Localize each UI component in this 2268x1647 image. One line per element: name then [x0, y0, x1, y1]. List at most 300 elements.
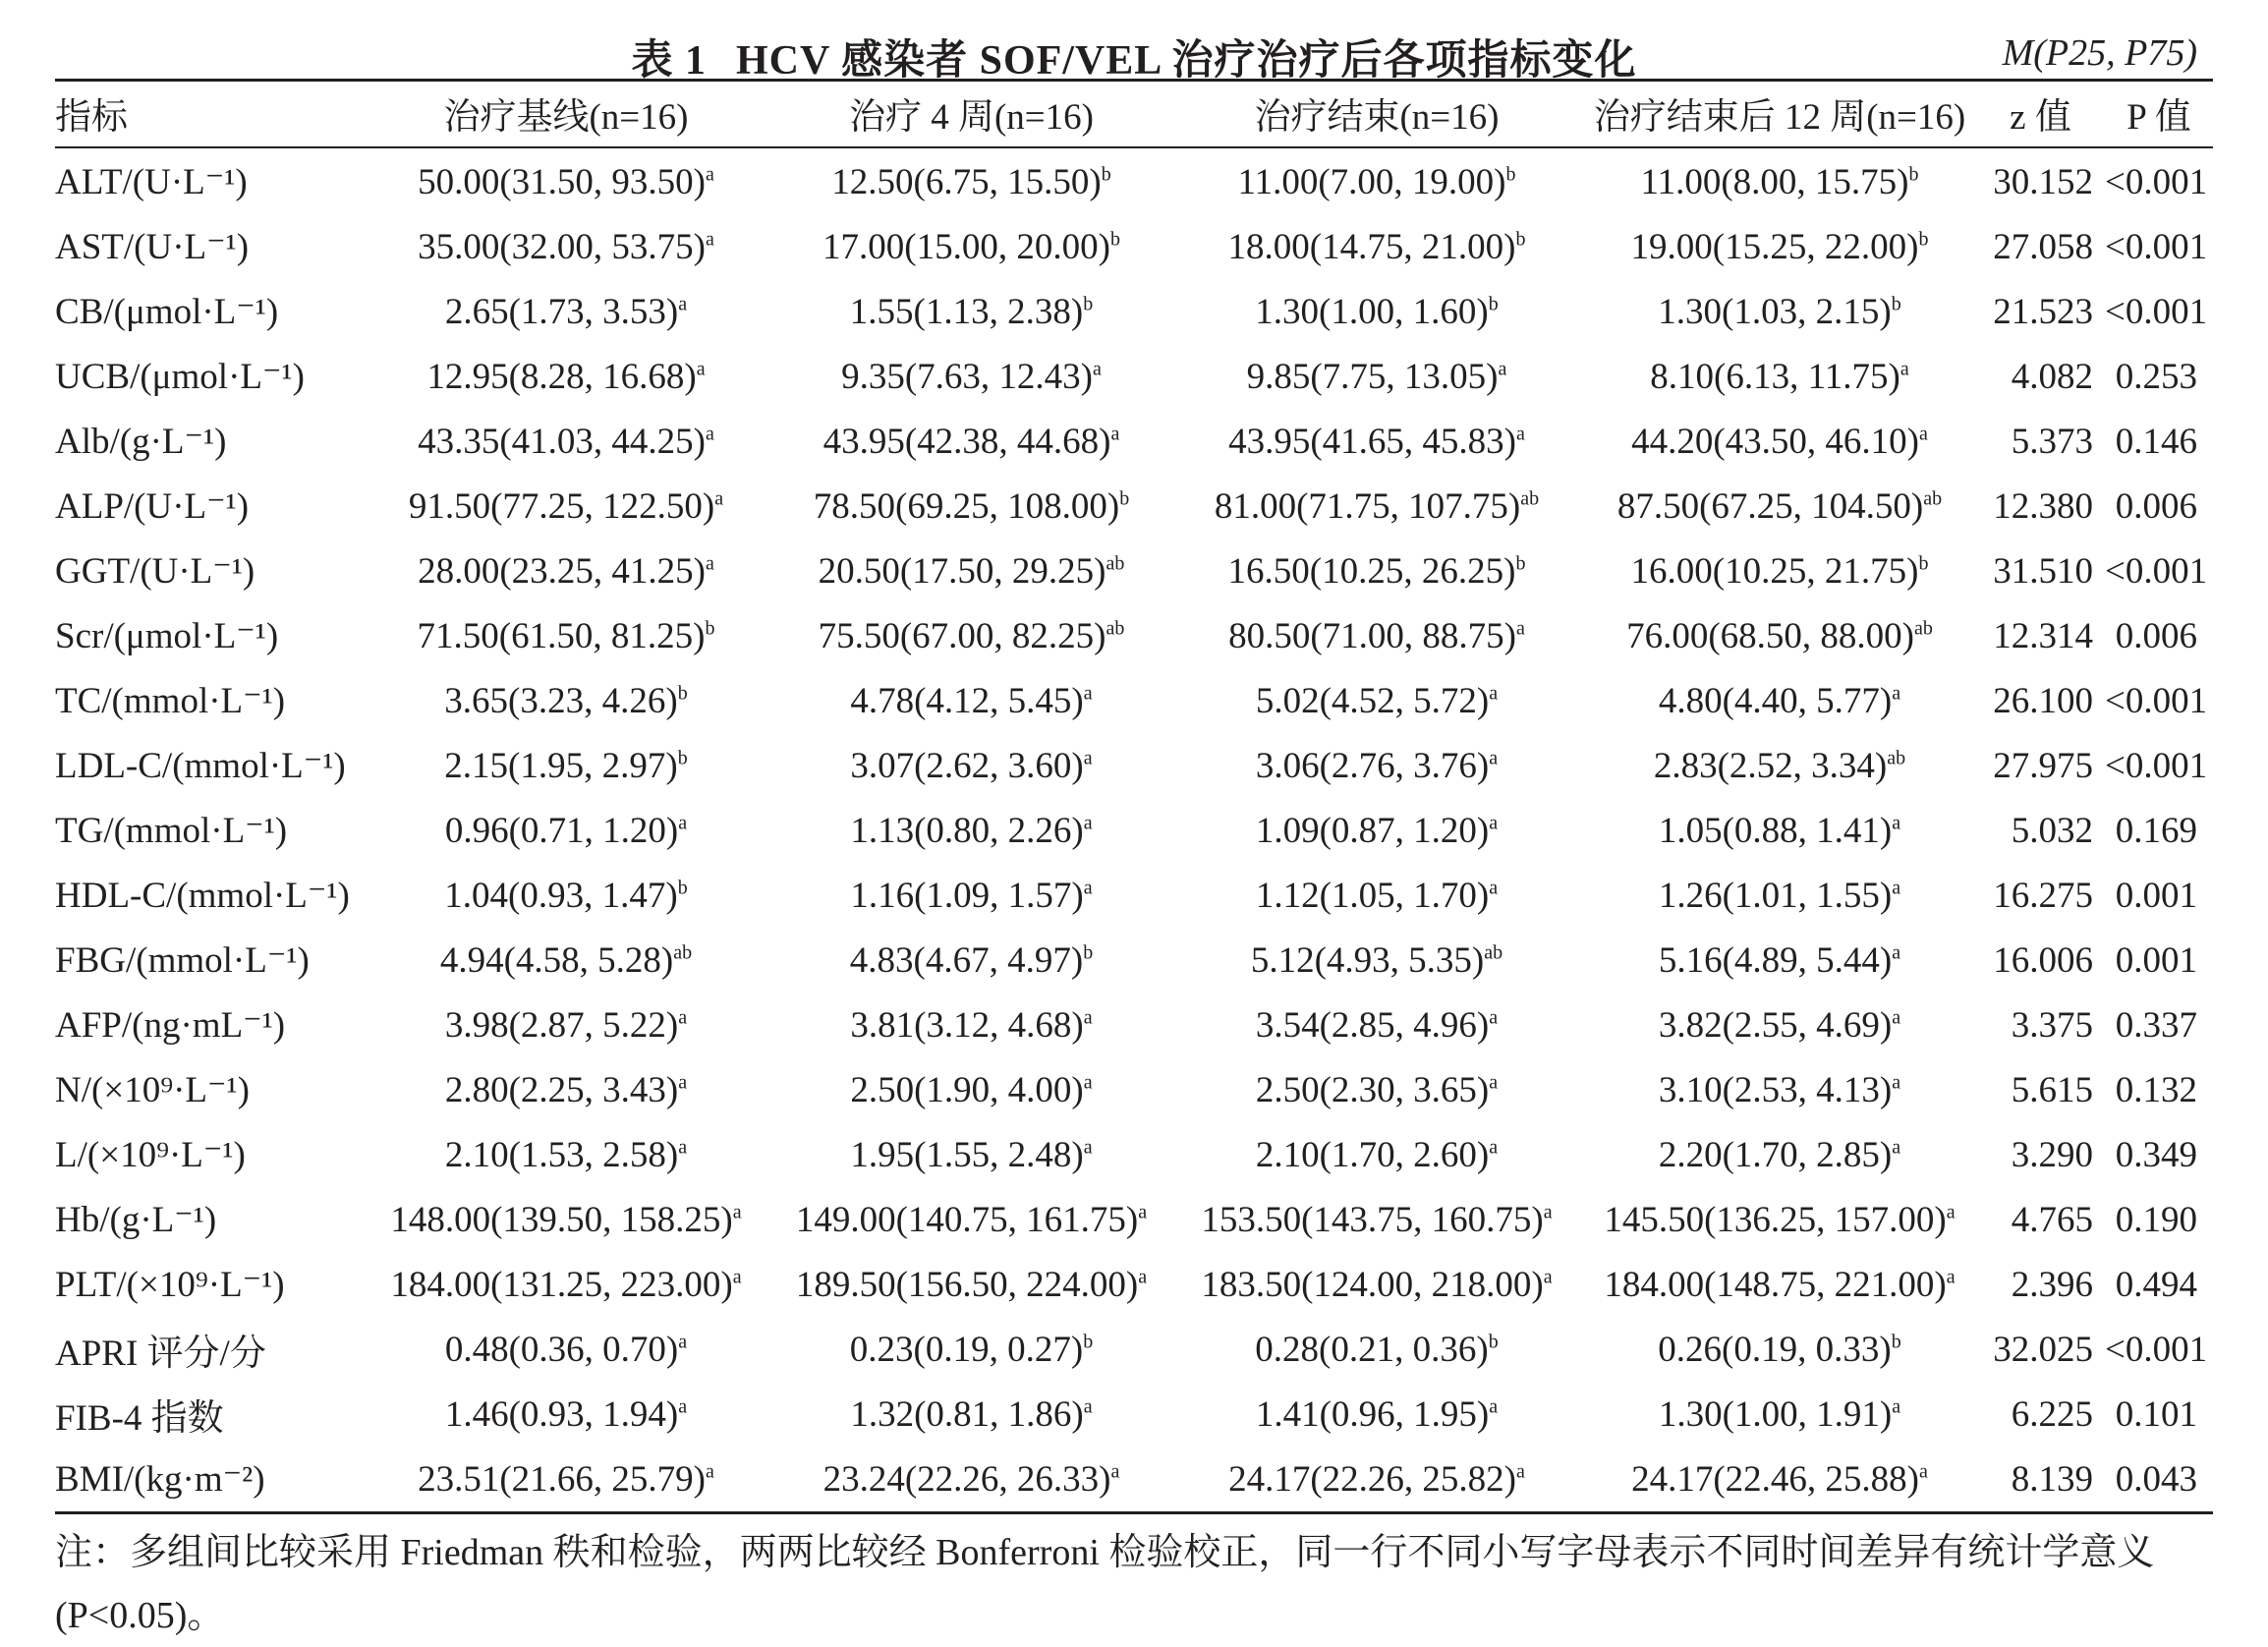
significance-letter: ab	[673, 941, 693, 964]
significance-letter: a	[1899, 358, 1909, 380]
significance-letter: a	[706, 163, 714, 186]
significance-letter: a	[1083, 747, 1093, 769]
cell-indicator	[55, 928, 360, 993]
cell-indicator	[55, 1447, 360, 1511]
cell-p-value	[2105, 279, 2213, 344]
significance-letter: a	[1946, 1201, 1956, 1223]
cell-week4-text: 2.50(1.90, 4.00)	[850, 1069, 1084, 1110]
cell-baseline-text: 148.00(139.50, 158.25)	[390, 1199, 733, 1240]
significance-letter: b	[1083, 293, 1094, 315]
header-p: P 值	[2126, 97, 2191, 138]
cell-baseline	[360, 1057, 772, 1122]
significance-letter: a	[706, 228, 714, 251]
cell-post12-text: 2.20(1.70, 2.85)	[1658, 1134, 1893, 1175]
cell-baseline	[360, 928, 772, 993]
table-row	[55, 603, 2213, 668]
cell-week4	[772, 1252, 1170, 1317]
cell-post12	[1583, 603, 1976, 668]
table-top-rule	[55, 79, 2213, 82]
cell-z-value-text: 5.615	[2011, 1069, 2093, 1110]
significance-letter: a	[678, 812, 688, 834]
significance-letter: ab	[1484, 941, 1503, 964]
cell-z-value	[1976, 1382, 2105, 1447]
significance-letter: a	[1489, 1395, 1499, 1418]
table-row	[55, 1122, 2213, 1187]
cell-end	[1170, 1447, 1583, 1511]
cell-end	[1170, 143, 1583, 214]
significance-letter: b	[1515, 228, 1526, 251]
cell-p-value-text: 0.337	[2115, 1004, 2197, 1046]
cell-end	[1170, 733, 1583, 798]
significance-letter: a	[714, 487, 724, 510]
cell-p-value	[2105, 214, 2213, 279]
cell-baseline-text: 2.15(1.95, 2.97)	[444, 745, 678, 786]
cell-p-value	[2105, 1382, 2213, 1447]
significance-letter: b	[1119, 487, 1130, 510]
cell-p-value-text: 0.006	[2115, 485, 2197, 527]
cell-indicator	[55, 409, 360, 474]
cell-baseline-text: 43.35(41.03, 44.25)	[418, 421, 706, 462]
table-row	[55, 539, 2213, 603]
header-z: z 值	[2010, 97, 2071, 138]
cell-post12-text: 8.10(6.13, 11.75)	[1650, 356, 1900, 397]
cell-z-value	[1976, 1187, 2105, 1252]
cell-p-value	[2105, 733, 2213, 798]
cell-p-value	[2105, 1057, 2213, 1122]
cell-end-text: 18.00(14.75, 21.00)	[1227, 226, 1516, 267]
cell-baseline	[360, 279, 772, 344]
cell-z-value-text: 8.139	[2011, 1458, 2093, 1500]
cell-post12	[1583, 733, 1976, 798]
cell-indicator	[55, 863, 360, 928]
significance-letter: a	[1138, 1201, 1148, 1223]
statistic-format-text: M(P25, P75)	[2002, 32, 2197, 74]
cell-z-value	[1976, 1057, 2105, 1122]
significance-letter: a	[732, 1266, 742, 1288]
cell-post12	[1583, 928, 1976, 993]
cell-baseline	[360, 863, 772, 928]
header-row	[55, 83, 2213, 143]
cell-indicator-text: LDL-C/(mmol·L⁻¹)	[55, 746, 346, 786]
cell-p-value	[2105, 344, 2213, 409]
cell-baseline	[360, 1382, 772, 1447]
cell-week4	[772, 474, 1170, 539]
significance-letter: a	[678, 1071, 688, 1094]
cell-indicator-text: HDL-C/(mmol·L⁻¹)	[55, 876, 350, 916]
significance-letter: a	[678, 293, 688, 315]
cell-p-value-text: 0.001	[2115, 875, 2197, 916]
cell-p-value	[2105, 1187, 2213, 1252]
cell-baseline-text: 184.00(131.25, 223.00)	[390, 1264, 733, 1305]
cell-post12	[1583, 993, 1976, 1057]
cell-week4-text: 23.24(22.26, 26.33)	[822, 1458, 1111, 1500]
cell-post12-text: 87.50(67.25, 104.50)	[1616, 485, 1924, 527]
significance-letter: a	[1489, 682, 1499, 705]
cell-week4-text: 12.50(6.75, 15.50)	[831, 161, 1102, 202]
cell-indicator-text: FIB-4 指数	[55, 1398, 224, 1439]
cell-week4	[772, 143, 1170, 214]
cell-end	[1170, 214, 1583, 279]
cell-z-value-text: 4.082	[2011, 356, 2093, 397]
cell-indicator-text: Scr/(μmol·L⁻¹)	[55, 616, 279, 656]
table-row	[55, 279, 2213, 344]
significance-letter: a	[706, 552, 714, 575]
significance-letter: a	[1946, 1266, 1956, 1288]
cell-indicator	[55, 279, 360, 344]
cell-week4	[772, 409, 1170, 474]
cell-post12	[1583, 214, 1976, 279]
cell-post12	[1583, 1317, 1976, 1382]
cell-end	[1170, 993, 1583, 1057]
cell-indicator	[55, 1317, 360, 1382]
cell-indicator	[55, 993, 360, 1057]
cell-p-value-text: <0.001	[2105, 745, 2208, 786]
cell-z-value	[1976, 1447, 2105, 1511]
cell-post12-text: 3.82(2.55, 4.69)	[1658, 1004, 1893, 1046]
table-row	[55, 863, 2213, 928]
cell-z-value-text: 30.152	[1993, 161, 2093, 202]
cell-week4	[772, 1122, 1170, 1187]
cell-p-value-text: 0.006	[2115, 615, 2197, 656]
cell-indicator	[55, 1382, 360, 1447]
significance-letter: a	[1083, 1071, 1093, 1094]
cell-week4	[772, 1057, 1170, 1122]
cell-indicator-text: AST/(U·L⁻¹)	[55, 227, 250, 267]
cell-end-text: 11.00(7.00, 19.00)	[1237, 161, 1506, 202]
cell-indicator-text: GGT/(U·L⁻¹)	[55, 551, 255, 592]
significance-letter: b	[1109, 228, 1120, 251]
cell-baseline-text: 1.04(0.93, 1.47)	[444, 875, 678, 916]
cell-baseline	[360, 474, 772, 539]
cell-indicator	[55, 1122, 360, 1187]
cell-p-value-text: <0.001	[2105, 680, 2208, 721]
cell-p-value-text: <0.001	[2105, 550, 2208, 592]
cell-z-value	[1976, 603, 2105, 668]
cell-week4-text: 17.00(15.00, 20.00)	[822, 226, 1110, 267]
cell-baseline-text: 1.46(0.93, 1.94)	[444, 1393, 679, 1435]
significance-letter: a	[1138, 1266, 1148, 1288]
data-table	[55, 83, 2213, 1511]
cell-baseline-text: 71.50(61.50, 81.25)	[417, 615, 706, 656]
cell-z-value-text: 16.006	[1993, 939, 2093, 981]
cell-end	[1170, 1252, 1583, 1317]
table-row	[55, 798, 2213, 863]
cell-end-text: 1.41(0.96, 1.95)	[1255, 1393, 1490, 1435]
significance-letter: a	[1489, 812, 1499, 834]
cell-end-text: 0.28(0.21, 0.36)	[1255, 1329, 1489, 1370]
cell-p-value-text: 0.253	[2115, 356, 2197, 397]
significance-letter: a	[1919, 423, 1928, 445]
cell-z-value	[1976, 993, 2105, 1057]
cell-z-value	[1976, 668, 2105, 733]
cell-z-value-text: 5.032	[2011, 810, 2093, 851]
cell-baseline	[360, 603, 772, 668]
cell-post12	[1583, 474, 1976, 539]
significance-letter: a	[678, 1136, 688, 1159]
significance-letter: a	[706, 423, 714, 445]
cell-indicator	[55, 1187, 360, 1252]
cell-post12	[1583, 1447, 1976, 1511]
significance-letter: b	[705, 617, 715, 640]
significance-letter: a	[1892, 877, 1901, 899]
significance-letter: a	[1892, 1006, 1901, 1029]
table-row	[55, 409, 2213, 474]
cell-indicator-text: AFP/(ng·mL⁻¹)	[55, 1005, 286, 1046]
significance-letter: a	[1892, 941, 1901, 964]
table-row	[55, 928, 2213, 993]
cell-end-text: 5.12(4.93, 5.35)	[1250, 939, 1485, 981]
table-bottom-rule	[55, 1511, 2213, 1514]
significance-letter: a	[1083, 1395, 1093, 1418]
cell-z-value-text: 32.025	[1993, 1329, 2093, 1370]
significance-letter: a	[678, 1331, 688, 1353]
cell-indicator-text: Hb/(g·L⁻¹)	[55, 1200, 217, 1240]
cell-p-value-text: 0.169	[2115, 810, 2197, 851]
cell-baseline-text: 12.95(8.28, 16.68)	[426, 356, 697, 397]
cell-baseline	[360, 539, 772, 603]
cell-z-value	[1976, 798, 2105, 863]
significance-letter: b	[1505, 163, 1516, 186]
cell-z-value	[1976, 143, 2105, 214]
cell-indicator-text: TG/(mmol·L⁻¹)	[55, 811, 288, 851]
cell-post12-text: 19.00(15.25, 22.00)	[1630, 226, 1919, 267]
cell-end	[1170, 474, 1583, 539]
table-row	[55, 993, 2213, 1057]
cell-p-value	[2105, 409, 2213, 474]
table-row	[55, 1252, 2213, 1317]
cell-z-value	[1976, 344, 2105, 409]
table-row	[55, 733, 2213, 798]
cell-z-value-text: 12.380	[1993, 485, 2093, 527]
cell-indicator-text: PLT/(×10⁹·L⁻¹)	[55, 1265, 285, 1305]
significance-letter: a	[1083, 682, 1093, 705]
cell-baseline-text: 0.48(0.36, 0.70)	[444, 1329, 679, 1370]
significance-letter: b	[1918, 228, 1929, 251]
table-row	[55, 1447, 2213, 1511]
cell-post12-text: 3.10(2.53, 4.13)	[1658, 1069, 1893, 1110]
cell-z-value-text: 6.225	[2011, 1393, 2093, 1435]
cell-indicator	[55, 143, 360, 214]
cell-post12-text: 1.30(1.03, 2.15)	[1658, 291, 1892, 332]
cell-end-text: 153.50(143.75, 160.75)	[1201, 1199, 1544, 1240]
cell-post12-text: 24.17(22.46, 25.88)	[1631, 1458, 1919, 1500]
cell-post12-text: 44.20(43.50, 46.10)	[1631, 421, 1919, 462]
cell-p-value	[2105, 798, 2213, 863]
cell-z-value	[1976, 214, 2105, 279]
cell-end	[1170, 603, 1583, 668]
significance-letter: ab	[1923, 487, 1943, 510]
cell-indicator-text: TC/(mmol·L⁻¹)	[55, 681, 286, 721]
cell-z-value-text: 2.396	[2011, 1264, 2093, 1305]
cell-week4	[772, 603, 1170, 668]
cell-baseline	[360, 1122, 772, 1187]
cell-post12	[1583, 668, 1976, 733]
cell-week4	[772, 993, 1170, 1057]
table-row	[55, 1057, 2213, 1122]
cell-end-text: 5.02(4.52, 5.72)	[1255, 680, 1490, 721]
statistic-format-note	[2003, 31, 2197, 75]
cell-end-text: 43.95(41.65, 45.83)	[1228, 421, 1516, 462]
cell-z-value	[1976, 1122, 2105, 1187]
cell-week4-text: 78.50(69.25, 108.00)	[813, 485, 1120, 527]
cell-week4-text: 1.32(0.81, 1.86)	[850, 1393, 1084, 1435]
header-baseline: 治疗基线(n=16)	[443, 97, 689, 138]
cell-indicator-text: L/(×10⁹·L⁻¹)	[55, 1135, 246, 1175]
cell-end	[1170, 1382, 1583, 1447]
cell-baseline-text: 3.98(2.87, 5.22)	[444, 1004, 679, 1046]
significance-letter: a	[1489, 877, 1499, 899]
significance-letter: a	[732, 1201, 742, 1223]
cell-indicator	[55, 1252, 360, 1317]
significance-letter: a	[1489, 1006, 1499, 1029]
significance-letter: a	[1892, 1136, 1901, 1159]
cell-p-value	[2105, 474, 2213, 539]
cell-indicator-text: UCB/(μmol·L⁻¹)	[55, 357, 305, 397]
cell-baseline-text: 28.00(23.25, 41.25)	[418, 550, 706, 592]
cell-week4-text: 75.50(67.00, 82.25)	[818, 615, 1106, 656]
cell-indicator-text: N/(×10⁹·L⁻¹)	[55, 1070, 250, 1110]
table-row	[55, 668, 2213, 733]
cell-indicator-text: APRI 评分/分	[55, 1334, 266, 1374]
cell-end-text: 24.17(22.26, 25.82)	[1228, 1458, 1516, 1500]
cell-post12-text: 16.00(10.25, 21.75)	[1630, 550, 1919, 592]
cell-end-text: 1.30(1.00, 1.60)	[1255, 291, 1489, 332]
cell-z-value-text: 27.058	[1993, 226, 2093, 267]
cell-post12	[1583, 539, 1976, 603]
significance-letter: ab	[1887, 747, 1906, 769]
cell-post12-text: 1.26(1.01, 1.55)	[1658, 875, 1893, 916]
cell-z-value-text: 31.510	[1993, 550, 2093, 592]
cell-end	[1170, 1317, 1583, 1382]
table-body	[55, 143, 2213, 1511]
significance-letter: a	[1083, 1006, 1093, 1029]
cell-week4	[772, 214, 1170, 279]
cell-indicator-text: Alb/(g·L⁻¹)	[55, 422, 227, 462]
cell-week4	[772, 279, 1170, 344]
cell-z-value-text: 4.765	[2011, 1199, 2093, 1240]
cell-end-text: 2.10(1.70, 2.60)	[1255, 1134, 1490, 1175]
table-title	[55, 28, 2213, 86]
cell-baseline-text: 35.00(32.00, 53.75)	[418, 226, 706, 267]
cell-baseline-text: 2.65(1.73, 3.53)	[444, 291, 679, 332]
cell-indicator	[55, 603, 360, 668]
cell-week4	[772, 1447, 1170, 1511]
cell-z-value-text: 3.290	[2011, 1134, 2093, 1175]
significance-letter: a	[1489, 1136, 1499, 1159]
cell-end-text: 1.12(1.05, 1.70)	[1255, 875, 1490, 916]
significance-letter: a	[1110, 1460, 1120, 1483]
cell-end-text: 80.50(71.00, 88.75)	[1228, 615, 1516, 656]
cell-week4	[772, 1187, 1170, 1252]
cell-week4	[772, 798, 1170, 863]
cell-post12	[1583, 798, 1976, 863]
significance-letter: b	[1488, 293, 1499, 315]
cell-p-value-text: 0.132	[2115, 1069, 2197, 1110]
significance-letter: a	[706, 1460, 714, 1483]
cell-end	[1170, 928, 1583, 993]
cell-end	[1170, 1187, 1583, 1252]
cell-post12-text: 4.80(4.40, 5.77)	[1658, 680, 1893, 721]
header-post12: 治疗结束后 12 周(n=16)	[1593, 97, 1966, 138]
cell-post12	[1583, 143, 1976, 214]
cell-post12-text: 184.00(148.75, 221.00)	[1604, 1264, 1947, 1305]
cell-baseline	[360, 143, 772, 214]
cell-post12-text: 11.00(8.00, 15.75)	[1640, 161, 1909, 202]
significance-letter: b	[1083, 1331, 1094, 1353]
cell-post12	[1583, 1252, 1976, 1317]
significance-letter: b	[1488, 1331, 1499, 1353]
cell-z-value	[1976, 1317, 2105, 1382]
cell-post12	[1583, 1382, 1976, 1447]
cell-week4-text: 3.07(2.62, 3.60)	[850, 745, 1084, 786]
cell-p-value-text: 0.190	[2115, 1199, 2197, 1240]
cell-z-value	[1976, 1252, 2105, 1317]
header-end: 治疗结束(n=16)	[1254, 97, 1500, 138]
cell-baseline-text: 4.94(4.58, 5.28)	[439, 939, 674, 981]
cell-post12-text: 5.16(4.89, 5.44)	[1658, 939, 1893, 981]
cell-indicator	[55, 798, 360, 863]
significance-letter: a	[1498, 358, 1507, 380]
cell-p-value	[2105, 143, 2213, 214]
cell-week4-text: 4.83(4.67, 4.97)	[849, 939, 1084, 981]
cell-p-value	[2105, 1122, 2213, 1187]
cell-p-value	[2105, 539, 2213, 603]
cell-post12-text: 1.05(0.88, 1.41)	[1658, 810, 1893, 851]
cell-p-value	[2105, 1447, 2213, 1511]
cell-baseline	[360, 733, 772, 798]
cell-p-value-text: 0.349	[2115, 1134, 2197, 1175]
cell-indicator	[55, 733, 360, 798]
cell-p-value-text: 0.146	[2115, 421, 2197, 462]
cell-week4	[772, 863, 1170, 928]
cell-z-value-text: 26.100	[1993, 680, 2093, 721]
cell-end	[1170, 539, 1583, 603]
cell-p-value-text: <0.001	[2105, 1329, 2208, 1370]
cell-end	[1170, 668, 1583, 733]
cell-p-value-text: 0.101	[2115, 1393, 2197, 1435]
cell-post12	[1583, 1122, 1976, 1187]
cell-p-value	[2105, 863, 2213, 928]
cell-z-value	[1976, 733, 2105, 798]
cell-post12	[1583, 344, 1976, 409]
table-row	[55, 143, 2213, 214]
cell-post12	[1583, 1187, 1976, 1252]
cell-baseline	[360, 1447, 772, 1511]
cell-post12-text: 1.30(1.00, 1.91)	[1658, 1393, 1893, 1435]
cell-p-value	[2105, 603, 2213, 668]
cell-p-value-text: <0.001	[2105, 226, 2208, 267]
cell-week4	[772, 733, 1170, 798]
cell-end	[1170, 1122, 1583, 1187]
cell-end-text: 81.00(71.75, 107.75)	[1214, 485, 1521, 527]
cell-end	[1170, 279, 1583, 344]
cell-baseline	[360, 798, 772, 863]
cell-end	[1170, 1057, 1583, 1122]
cell-indicator	[55, 344, 360, 409]
significance-letter: a	[1543, 1266, 1553, 1288]
cell-week4-text: 9.35(7.63, 12.43)	[841, 356, 1093, 397]
significance-letter: b	[1891, 293, 1901, 315]
cell-p-value-text: <0.001	[2105, 161, 2208, 202]
significance-letter: a	[1516, 1460, 1525, 1483]
cell-baseline	[360, 344, 772, 409]
significance-letter: a	[1892, 682, 1901, 705]
cell-baseline	[360, 993, 772, 1057]
table-row	[55, 214, 2213, 279]
cell-week4-text: 1.16(1.09, 1.57)	[850, 875, 1084, 916]
cell-indicator	[55, 474, 360, 539]
cell-z-value-text: 5.373	[2011, 421, 2093, 462]
